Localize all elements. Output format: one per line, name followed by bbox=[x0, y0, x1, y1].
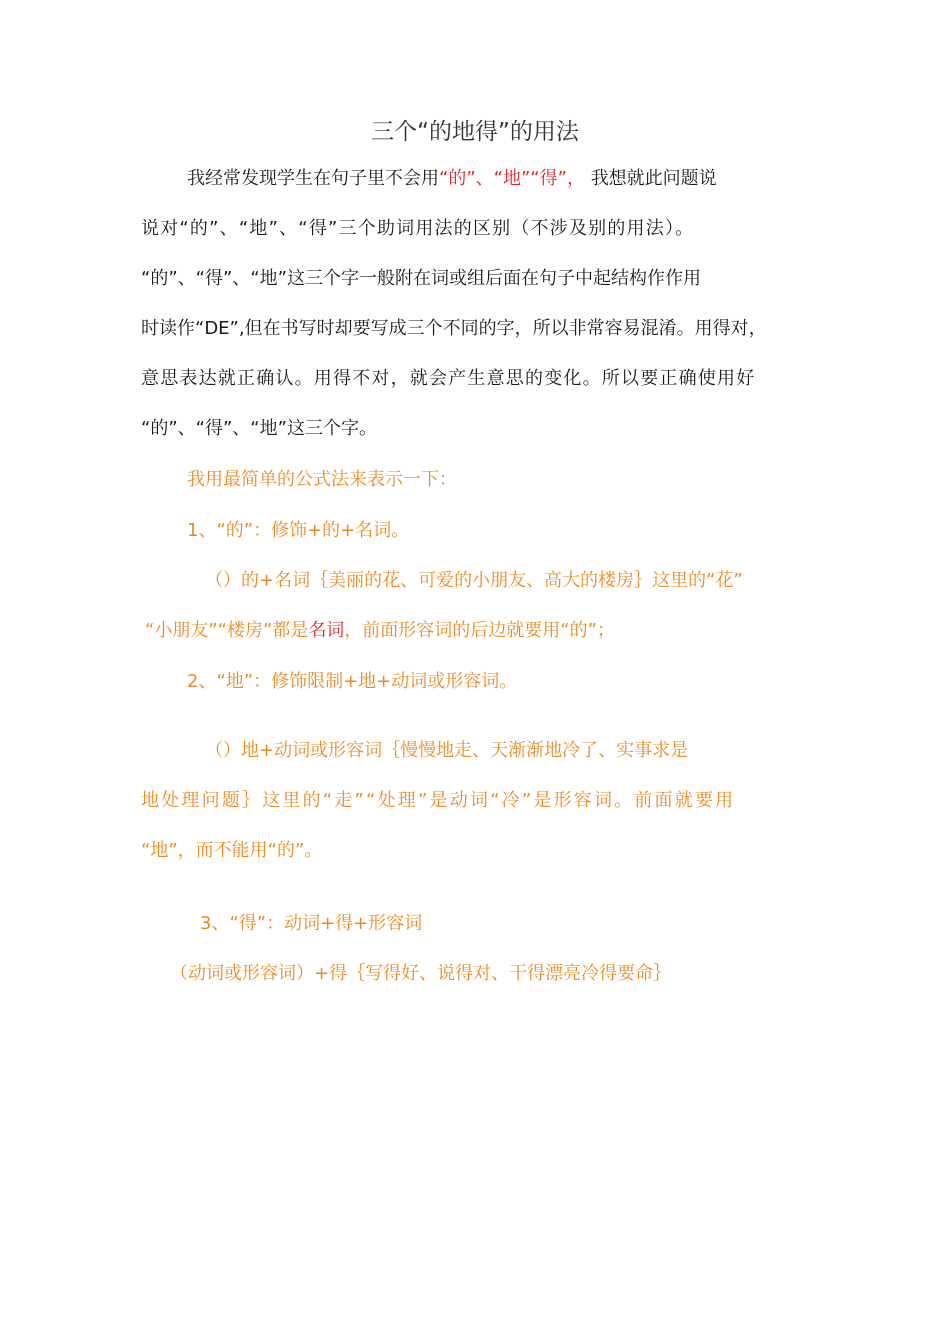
rule-2-example-line-2: 地处理问题｝这里的“走”“处理”是动词“冷”是形容词。前面就要用 bbox=[141, 790, 736, 811]
intro-line-4: 时读作“DE”,但在书写时却要写成三个不同的字，所以非常容易混淆。用得对， bbox=[141, 318, 767, 339]
intro-text: 我想就此问题说 bbox=[590, 168, 717, 189]
rule-2-heading: 2、“地”：修饰限制+地+动词或形容词。 bbox=[187, 671, 518, 692]
intro-line-5: 意思表达就正确认。用得不对，就会产生意思的变化。所以要正确使用好 bbox=[141, 368, 756, 389]
rule-1-example-line-2 bbox=[145, 619, 615, 643]
highlight-text: “的”、“地”“得”， bbox=[439, 168, 585, 189]
intro-line-3: “的”、“得”、“地”这三个字一般附在词或组后面在句子中起结构作作用 bbox=[141, 268, 701, 289]
intro-line-6: “的”、“得”、“地”这三个字。 bbox=[141, 418, 377, 439]
intro-text: 我经常发现学生在句子里不会用 bbox=[187, 168, 439, 189]
rule-1-example-line-1: （）的+名词｛美丽的花、可爱的小朋友、高大的楼房｝这里的“花” bbox=[205, 570, 743, 591]
example-text: ，前面形容词的后边就要用“的”； bbox=[344, 620, 615, 641]
rule-3-heading: 3、“得”：动词+得+形容词 bbox=[200, 913, 423, 934]
rule-2-example-line-1: （）地+动词或形容词｛慢慢地走、天渐渐地冷了、实事求是 bbox=[205, 740, 689, 761]
rule-1-heading: 1、“的”：修饰+的+名词。 bbox=[187, 520, 410, 541]
formula-intro: 我用最简单的公式法来表示一下： bbox=[187, 469, 457, 490]
highlight-text: 名词 bbox=[308, 620, 345, 641]
example-text: “小朋友”“楼房”都是 bbox=[145, 620, 309, 641]
intro-line-1 bbox=[187, 167, 717, 191]
rule-3-example-line-1: （动词或形容词）+得｛写得好、说得对、干得漂亮冷得要命｝ bbox=[170, 963, 672, 984]
rule-2-example-line-3: “地”，而不能用“的”。 bbox=[141, 840, 323, 861]
page-title: 三个“的地得”的用法 bbox=[371, 119, 579, 145]
intro-line-2: 说对“的”、“地”、“得”三个助词用法的区别（不涉及别的用法）。 bbox=[141, 218, 695, 239]
